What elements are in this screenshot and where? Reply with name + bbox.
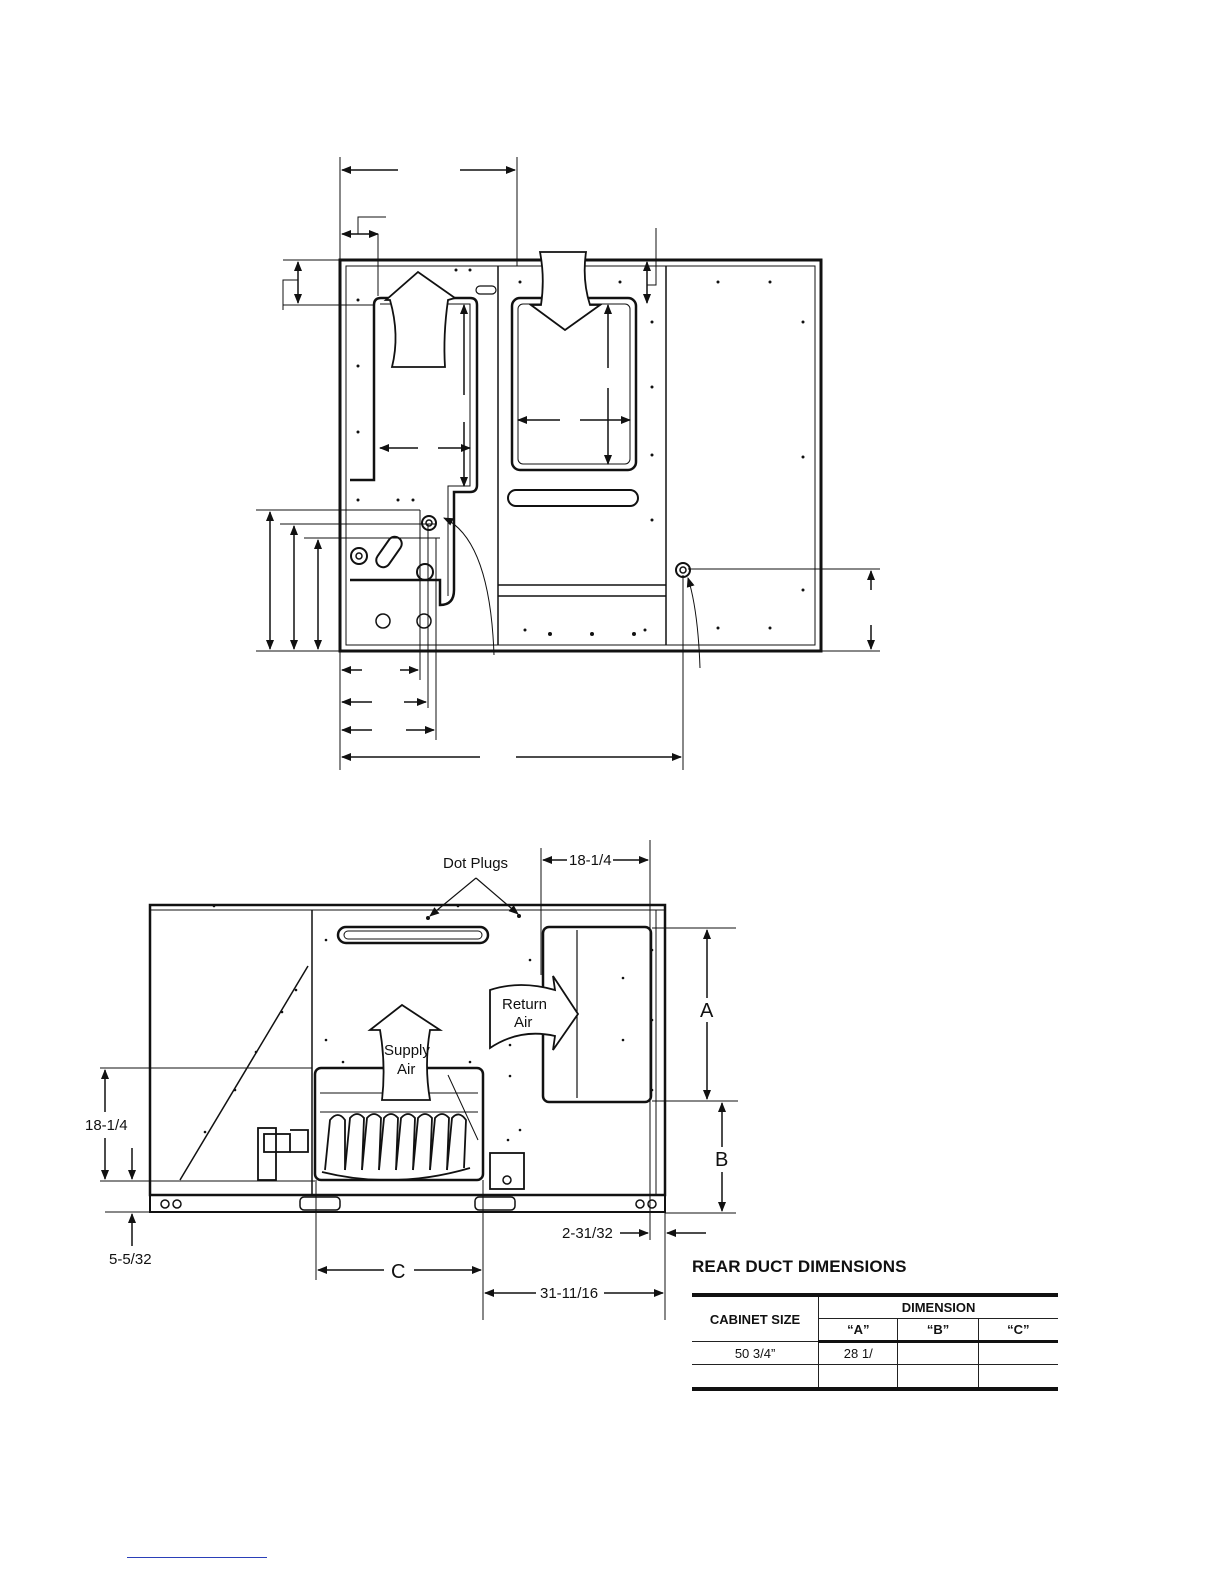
- cell-b: [898, 1365, 978, 1390]
- table-row: [692, 1365, 1058, 1390]
- cell-b: [898, 1342, 978, 1365]
- return-air-label-2: Air: [514, 1014, 533, 1031]
- dot-plugs-label: Dot Plugs: [443, 855, 509, 872]
- dim-b-label: B: [715, 1149, 729, 1171]
- col-c: “C”: [978, 1319, 1058, 1342]
- dim-bottom-right-label: 31-11/16: [540, 1285, 599, 1302]
- top-return-arrow: [531, 252, 600, 330]
- cell-a: [819, 1365, 898, 1390]
- rear-view: [100, 840, 738, 1320]
- supply-air-label-2: Air: [397, 1061, 416, 1078]
- dim-right-offset-label: 2-31/32: [562, 1225, 613, 1242]
- dim-c-label: C: [391, 1261, 406, 1283]
- col-dimension: DIMENSION: [819, 1295, 1058, 1319]
- dim-bottom-left-label: 5-5/32: [109, 1251, 152, 1268]
- top-view: [256, 157, 880, 770]
- rear-duct-dimensions-table: [692, 1293, 1058, 1391]
- rear-return-arrow: [490, 976, 578, 1050]
- cell-cabinet: 50 3/4”: [692, 1342, 819, 1365]
- dim-left-label: 18-1/4: [85, 1117, 128, 1134]
- dim-a-label: A: [700, 1000, 714, 1022]
- cell-cabinet: [692, 1365, 819, 1390]
- supply-air-label-1: Supply: [384, 1042, 430, 1059]
- dim-top-right-label: 18-1/4: [569, 852, 612, 869]
- footer-rule: [127, 1557, 267, 1558]
- table-row: [692, 1342, 1058, 1365]
- col-a: “A”: [819, 1319, 898, 1342]
- cell-a: 28 1/: [819, 1342, 898, 1365]
- cell-c: [978, 1365, 1058, 1390]
- return-air-label-1: Return: [502, 996, 548, 1013]
- blower-coil: [322, 1114, 470, 1180]
- col-cabinet-size: CABINET SIZE: [692, 1295, 819, 1342]
- col-b: “B”: [898, 1319, 978, 1342]
- cell-c: [978, 1342, 1058, 1365]
- top-supply-arrow: [386, 272, 455, 367]
- table-title: REAR DUCT DIMENSIONS: [692, 1257, 907, 1276]
